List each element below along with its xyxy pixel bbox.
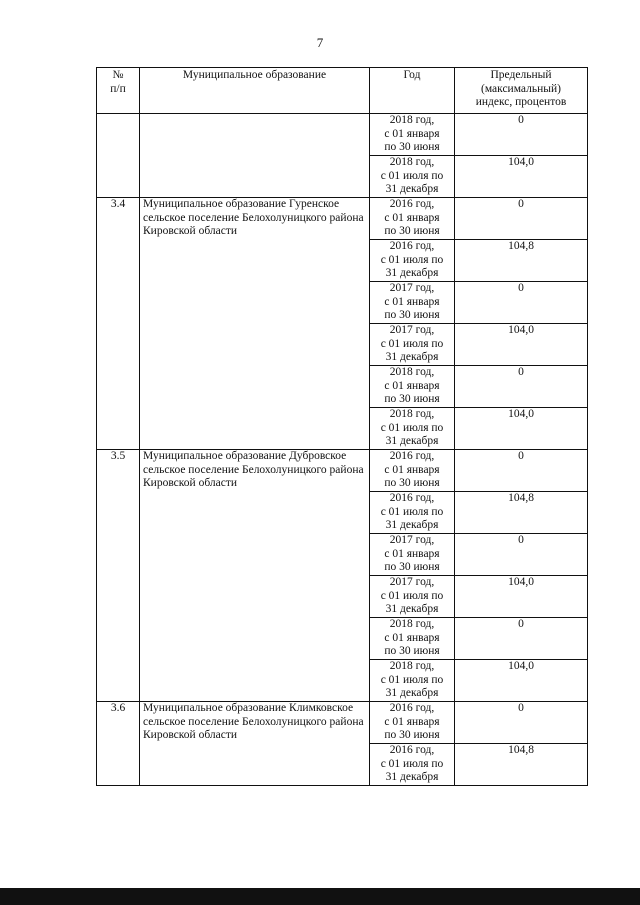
index-value-cell: 0: [455, 450, 588, 492]
page-number: 7: [316, 35, 324, 50]
index-value-cell: 104,0: [455, 156, 588, 198]
period-cell: 2017 год, с 01 января по 30 июня: [370, 282, 455, 324]
header-year: Год: [370, 68, 455, 114]
period-cell: 2016 год, с 01 января по 30 июня: [370, 198, 455, 240]
table-row: [97, 198, 588, 240]
period-cell: 2018 год, с 01 июля по 31 декабря: [370, 408, 455, 450]
header-max-index: Предельный (максимальный) индекс, процентов: [455, 68, 588, 114]
index-value-cell: 104,0: [455, 324, 588, 366]
municipality-name-cell: [140, 114, 370, 198]
period-cell: 2016 год, с 01 июля по 31 декабря: [370, 744, 455, 786]
index-value-cell: 0: [455, 114, 588, 156]
period-cell: 2016 год, с 01 июля по 31 декабря: [370, 240, 455, 282]
header-number: № п/п: [97, 68, 140, 114]
row-number-cell: [97, 114, 140, 198]
table-row: [97, 114, 588, 156]
scan-bottom-edge: [0, 888, 640, 905]
period-cell: 2018 год, с 01 июля по 31 декабря: [370, 156, 455, 198]
index-value-cell: 104,0: [455, 660, 588, 702]
municipality-name-cell: Муниципальное образование Гуренское сельское поселение Белохолуницкого района Кировской области: [140, 198, 370, 450]
index-value-cell: 0: [455, 198, 588, 240]
index-value-cell: 104,8: [455, 240, 588, 282]
row-number-cell: 3.6: [97, 702, 140, 786]
index-value-cell: 104,8: [455, 492, 588, 534]
table-row: [97, 702, 588, 744]
municipality-name-cell: Муниципальное образование Климковское сельское поселение Белохолуницкого района Кировской области: [140, 702, 370, 786]
municipality-name-cell: Муниципальное образование Дубровское сельское поселение Белохолуницкого района Кировской области: [140, 450, 370, 702]
row-number-cell: 3.4: [97, 198, 140, 450]
table-body: [97, 114, 588, 786]
period-cell: 2016 год, с 01 января по 30 июня: [370, 450, 455, 492]
table-header-row: [97, 68, 588, 114]
index-value-cell: 104,8: [455, 744, 588, 786]
index-value-cell: 104,0: [455, 576, 588, 618]
period-cell: 2018 год, с 01 июля по 31 декабря: [370, 660, 455, 702]
period-cell: 2017 год, с 01 января по 30 июня: [370, 534, 455, 576]
row-number-cell: 3.5: [97, 450, 140, 702]
index-value-cell: 0: [455, 618, 588, 660]
index-value-cell: 0: [455, 282, 588, 324]
period-cell: 2018 год, с 01 января по 30 июня: [370, 366, 455, 408]
index-value-cell: 104,0: [455, 408, 588, 450]
period-cell: 2018 год, с 01 января по 30 июня: [370, 114, 455, 156]
period-cell: 2017 год, с 01 июля по 31 декабря: [370, 324, 455, 366]
index-value-cell: 0: [455, 534, 588, 576]
period-cell: 2018 год, с 01 января по 30 июня: [370, 618, 455, 660]
table-row: [97, 450, 588, 492]
period-cell: 2016 год, с 01 июля по 31 декабря: [370, 492, 455, 534]
period-cell: 2017 год, с 01 июля по 31 декабря: [370, 576, 455, 618]
period-cell: 2016 год, с 01 января по 30 июня: [370, 702, 455, 744]
header-municipality: Муниципальное образование: [140, 68, 370, 114]
index-value-cell: 0: [455, 366, 588, 408]
index-value-cell: 0: [455, 702, 588, 744]
tariff-index-table: [96, 67, 588, 786]
